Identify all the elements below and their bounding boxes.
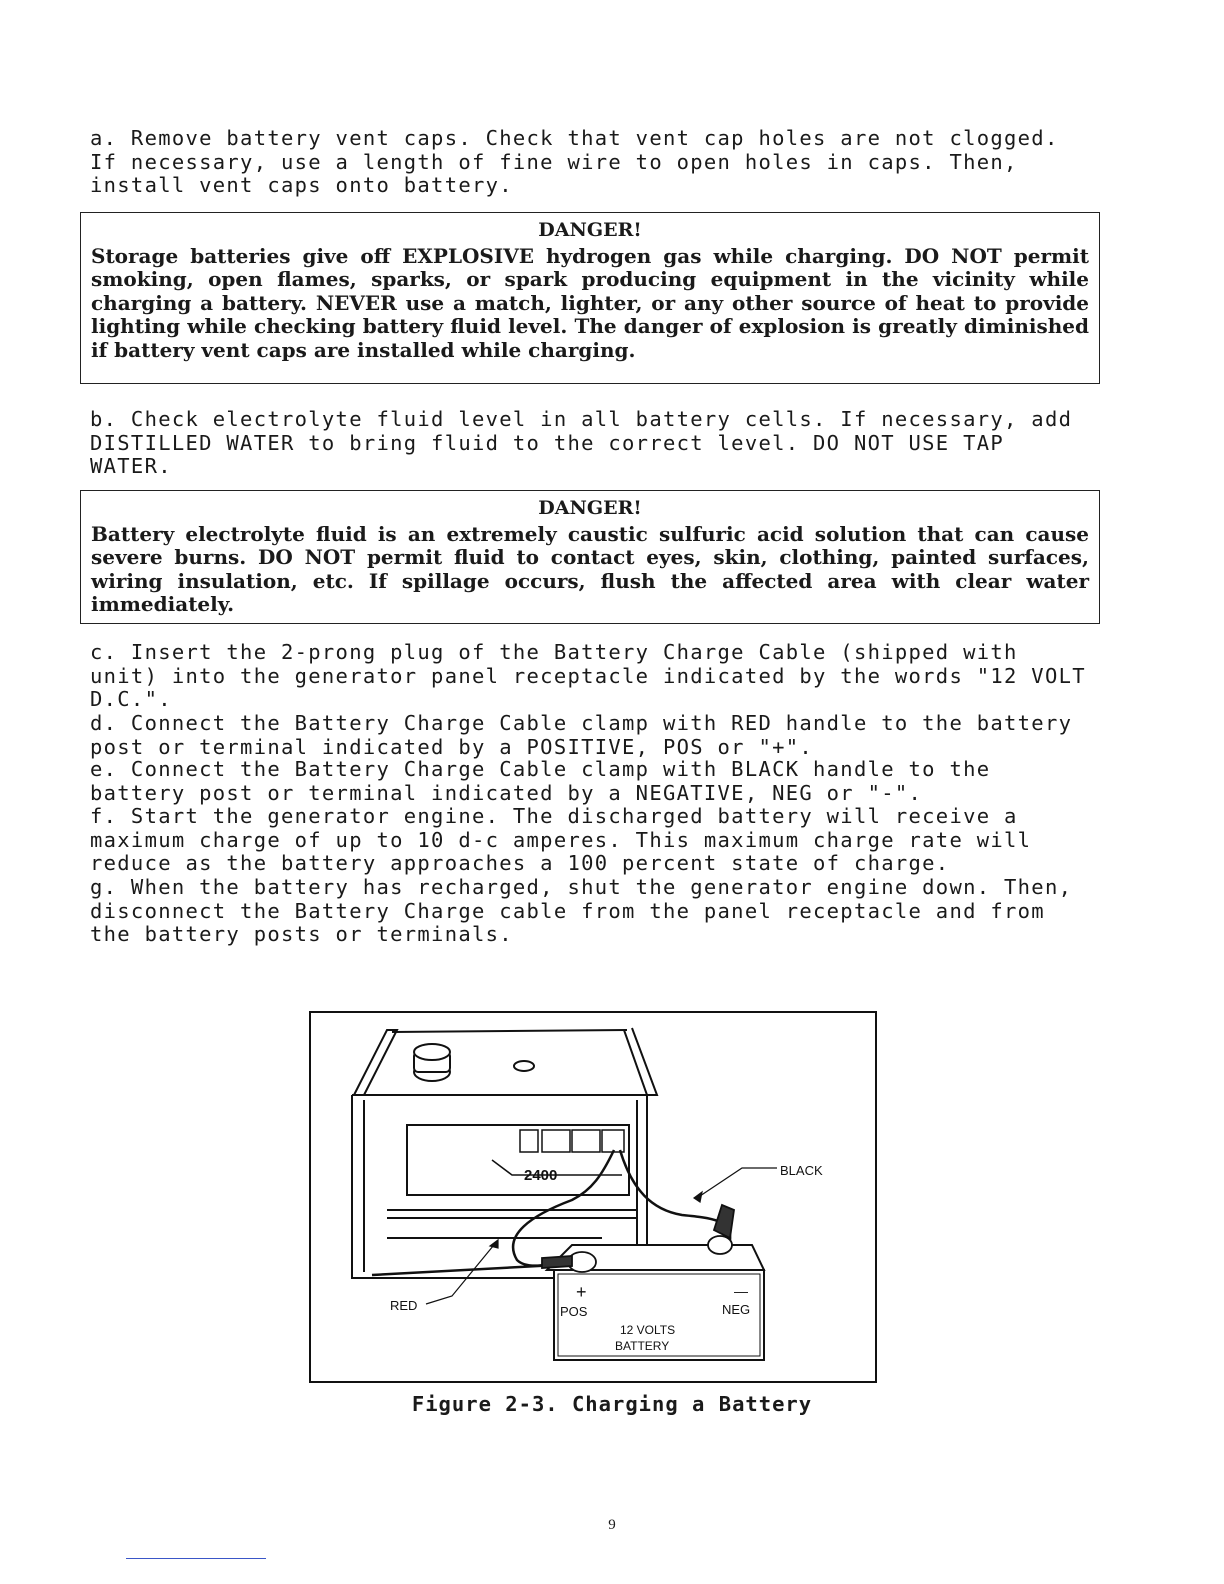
step-b: b. Check electrolyte fluid level in all battery cells. If necessary, add DISTILLED WATER to bring fluid to the correct level. DO NOT USE TAP WATER. <box>90 407 1073 478</box>
footer-rule <box>126 1558 266 1559</box>
danger-text: Battery electrolyte fluid is an extremely caustic sulfuric acid solution that can cause severe burns. DO NOT permit fluid to contact eyes, skin, clothing, painted surfaces, wiring insulation, etc. If spillage occurs, flush the affected area with clear water immediately. <box>91 521 1089 616</box>
negative-sign: — <box>734 1283 748 1299</box>
danger-text: Storage batteries give off EXPLOSIVE hydrogen gas while charging. DO NOT permit smoking, open flames, sparks, or spark producing equipment in the vicinity while charging a battery. NEVER use a match, lighter, or any other source of heat to provide lighting while checking battery fluid level. The danger of explosion is greatly diminished if battery vent caps are installed while charging. <box>91 243 1089 362</box>
positive-sign: + <box>576 1282 587 1302</box>
pos-terminal-label: POS <box>560 1304 588 1319</box>
step-d: d. Connect the Battery Charge Cable clamp with RED handle to the battery post or terminal indicated by a POSITIVE, POS or "+". <box>90 711 1073 759</box>
danger-box-hydrogen <box>80 212 1100 384</box>
figure-caption: Figure 2-3. Charging a Battery <box>411 1392 813 1416</box>
battery-voltage-label: 12 VOLTS <box>620 1323 676 1337</box>
generator-battery-illustration <box>302 1000 878 1383</box>
step-f: f. Start the generator engine. The discharged battery will receive a maximum charge of up to 10 d-c amperes. This maximum charge rate will reduce as the battery approaches a 100 percent state of charge. <box>90 804 1032 875</box>
generator-model-label: 2400 <box>524 1167 558 1184</box>
black-clamp-label: BLACK <box>780 1163 823 1178</box>
step-g: g. When the battery has recharged, shut the generator engine down. Then, disconnect the Battery Charge cable from the panel receptacle and from the battery posts or terminals. <box>90 875 1073 946</box>
neg-terminal-label: NEG <box>722 1302 751 1317</box>
figure-charging-battery <box>302 1000 878 1383</box>
danger-title: DANGER! <box>538 497 642 519</box>
danger-box-electrolyte <box>80 490 1100 624</box>
step-c: c. Insert the 2-prong plug of the Battery Charge Cable (shipped with unit) into the generator panel receptacle indicated by the words "12 VOLT D.C.". <box>90 640 1086 711</box>
battery-label: BATTERY <box>615 1339 670 1353</box>
step-e: e. Connect the Battery Charge Cable clamp with BLACK handle to the battery post or terminal indicated by a NEGATIVE, NEG or "-". <box>90 757 991 805</box>
red-clamp-label: RED <box>390 1298 418 1313</box>
danger-title: DANGER! <box>538 219 642 241</box>
page-number: 9 <box>608 1517 616 1533</box>
step-a: a. Remove battery vent caps. Check that vent cap holes are not clogged. If necessary, use a length of fine wire to open holes in caps. Then, install vent caps onto battery. <box>90 126 1059 197</box>
